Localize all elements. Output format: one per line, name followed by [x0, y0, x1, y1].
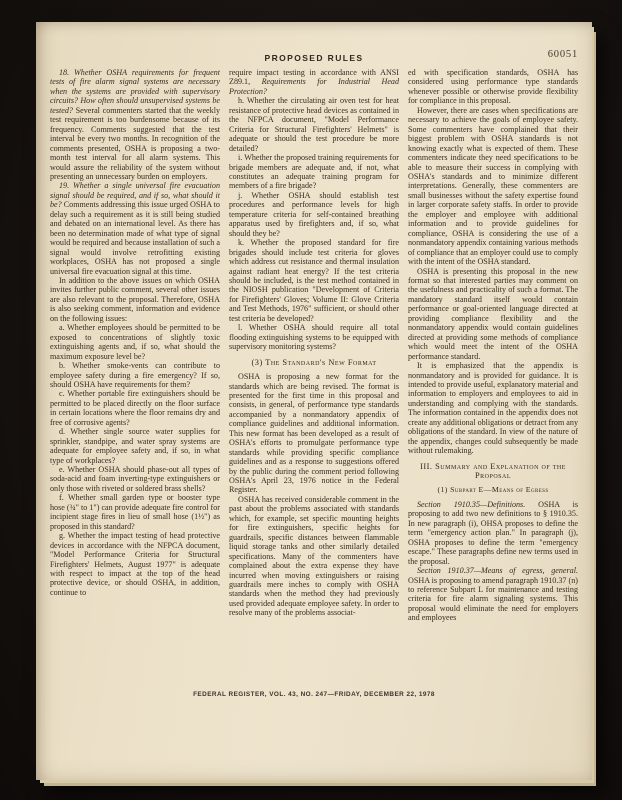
paragraph — [408, 68, 578, 106]
body-text: OSHA is presenting this proposal in the new format so that interested parties may comment on the usefulness and practicality of such a format. The mandatory standard itself would contain performance or goal-oriented language directed at providing compliance flexibility and the nonmandatory appendix would contain guidelines directed at providing some methods of compliance which would meet the intent of the OSHA performance standard. — [408, 266, 578, 361]
paragraph — [50, 276, 220, 323]
paragraph — [50, 361, 220, 389]
paragraph — [50, 531, 220, 597]
body-text: ed with specification standards, OSHA has considered using performance type standards whenever possible or otherwise provide flexibility for compliance in this proposal. — [408, 68, 578, 106]
page-number: 60051 — [547, 49, 578, 60]
body-text: c. Whether portable fire extinguishers should be permitted to be placed directly on the floor surface in certain locations where the floor remains dry and free of corrosive agents? — [50, 389, 220, 427]
body-text: h. Whether the circulating air oven test for heat resistance of protective head devices as contained in the NFPCA document, "Model Performance Criteria for Structural Firefighters' Helmets" is adequate or should the test procedure be more detailed? — [229, 96, 399, 153]
body-text: l. Whether OSHA should require all total flooding extinguishing systems to be equipped with supervisory monitoring systems? — [229, 323, 399, 352]
italic-text: Requirements for Industrial Head Protection? — [229, 77, 399, 96]
body-text: k. Whether the proposed standard for fire brigades should include test criteria for gloves which address cut resistance and thermal insulation against radiant heat energy? If the test criteria should be included, is the test method contained in the NIOSH publication "Development of Criteria for Firefighters' Gloves; Volume II: Glove Criteria and Test Methods, 1976" sufficient, or should other test criteria be developed? — [229, 238, 399, 323]
body-text: However, there are cases when specifications are necessary to achieve the goals of employee safety. Some commenters have complained that their biggest problem with OSHA standards is not knowing exactly what is expected of them. These commenters indicate they need specifications to be able to measure their success in complying with OSHA's standards and to minimize different interpretations. Generally, these commenters are small businesses without the safety expertise found in larger corporate safety staffs. In order to provide the employer and employee with additional information and to provide guidelines for compliance, OSHA is considering the use of a nonmandatory appendix containing various methods of compliance that an employer could use to comply with the intent of the OSHA standard. — [408, 105, 578, 267]
paragraph — [50, 427, 220, 465]
body-text: e. Whether OSHA should phase-out all types of soda-acid and foam inverting-type extinguishers or only those with riveted or soldered brass shells? — [50, 465, 220, 493]
body-text: OSHA has received considerable comment in the past about the problems associated with standards which, for example, set specific mounting heights for fire extinguishers, specific heights for guardrails, specific distances between flammable liquid storage tanks and other similarly detailed specifications. Many of the commenters have complained about the extra expense they have incurred when moving extinguishers or raising guardrails mere inches to comply with OSHA standards when the method they had previously used provided adequate employee safety. In order to resolve many of the problems associat- — [229, 494, 399, 618]
body-text: j. Whether OSHA should establish test procedures and performance levels for high temperature criteria for self-contained breathing apparatus used by firefighters and, if so, what should they be? — [229, 190, 399, 238]
body-text: III. Summary and Explanation of the Proposal — [420, 461, 566, 481]
body-text: b. Whether smoke-vents can contribute to employee safety during a fire emergency? If so, should OSHA have requirements for them? — [50, 361, 220, 389]
body-text: a. Whether employees should be permitted to be exposed to concentrations of slightly toxic extinguishing agents and, if so, what should the maximum exposure level be? — [50, 323, 220, 361]
body-text: Comments addressing this issue urged OSHA to delay such a requirement as it is still being studied and debated on an international level. As there has been no determination made of what type of signal would be required and because installation of such a signal would involve retrofitting existing workplaces, OSHA has not proposed a single universal fire evacuation signal at this time. — [50, 200, 220, 276]
paragraph — [229, 68, 399, 96]
section-heading — [408, 462, 578, 481]
italic-text: Section 1910.35—Definitions. — [417, 499, 539, 509]
body-text: It is emphasized that the appendix is nonmandatory and is provided for guidance. It is intended to provide useful, explanatory material and information to employers and employees to aid in understanding and complying with the standards. The information contained in the appendix does not create any additional obligations or detract from any obligations of the standard. In view of the nature of the appendix, changes could subsequently be made without rulemaking. — [408, 361, 578, 456]
text-column-1 — [50, 68, 220, 690]
paragraph — [408, 361, 578, 456]
body-text: g. Whether the impact testing of head protective devices in accordance with the NFPCA document, "Model Performance Criteria for Structural Firefighters' Helmets, August 1977" is adequate with respect to impact at the top of the head protective device, or should OSHA, in addition, continue to — [50, 531, 220, 597]
paragraph — [229, 495, 399, 618]
section-heading — [229, 358, 399, 367]
page-footer: FEDERAL REGISTER, VOL. 43, NO. 247—FRIDAY, DECEMBER 22, 1978 — [193, 691, 435, 698]
italic-text: Section 1910.37—Means of egress, general. — [417, 566, 578, 576]
article-columns — [50, 68, 578, 690]
body-text: OSHA is proposing a new format for the standards which are being revised. The format is presented for the first time in this proposal and consists, in general, of performance type standards accompanied by a nonmandatory appendix of compliance guidelines and additional information. This new format has been developed as a result of OSHA's efforts to promulgate performance type standards while providing specific compliance guidelines and as a response to suggestions offered by the public during the comment period following OSHA's April 23, 1976 notice in the Federal Register. — [229, 372, 399, 495]
body-text: require impact testing in accordance with ANSI Z89.1, — [229, 68, 399, 87]
subsection-heading — [408, 485, 578, 494]
text-column-3 — [408, 68, 578, 690]
body-text: (1) Subpart E—Means of Egress — [437, 485, 549, 495]
body-text: f. Whether small garden type or booster type hose (¾" to 1") can provide adequate fire control for incipient stage fires in lieu of small hose (1½") as proposed in this standard? — [50, 493, 220, 531]
document-page — [36, 22, 592, 780]
paragraph — [229, 238, 399, 323]
paragraph — [408, 106, 578, 267]
paragraph — [229, 191, 399, 238]
italic-text: 19. Whether a single universal fire evacuation signal should be required, and if so, what should it be? — [50, 181, 220, 210]
paragraph — [229, 153, 399, 191]
paragraph — [50, 181, 220, 276]
paragraph — [408, 566, 578, 623]
paragraph — [50, 465, 220, 493]
body-text: Several commenters started that the weekly test requirement is too burdensome because of its frequency. Comments suggested that the test interval be every two months. In recognition of the comments presented, OSHA is proposing a two-month test interval for all alarm systems. This would assure the reliability of the system without presenting an unnecessary burden on employers. — [50, 105, 220, 181]
paragraph — [408, 267, 578, 362]
paragraph — [229, 96, 399, 153]
paragraph — [408, 500, 578, 566]
paragraph — [50, 389, 220, 427]
paragraph — [50, 68, 220, 181]
italic-text: 18. Whether OSHA requirements for frequent tests of fire alarm signal systems are necessary when the systems are provided with supervisory circuits? How often should unsupervised systems be tested? — [50, 68, 220, 115]
body-text: i. Whether the proposed training requirements for brigade members are adequate and, if not, what constitutes an adequate training program for members of a fire brigade? — [229, 153, 399, 191]
body-text: (3) The Standard's New Format — [251, 357, 377, 367]
body-text: OSHA is proposing to add two new definitions to § 1910.35. In new paragraph (i), OHSA proposes to define the term "emergency action plan." In paragraph (j), OSHA proposes to define the term "emergency escape." These paragraphs define new terms used in the proposal. — [408, 499, 578, 566]
body-text: OSHA is proposing to amend paragraph 1910.37 (n) to reference Subpart L for maintenance and testing criteria for fire alarm signaling systems. This proposal would eliminate the need for employers and employees — [408, 575, 578, 623]
body-text: d. Whether single source water supplies for sprinkler, standpipe, and water spray systems are adequate for employee safety and, if so, in what type of workplaces? — [50, 427, 220, 465]
paragraph — [50, 493, 220, 531]
page-header-title: PROPOSED RULES — [264, 53, 364, 63]
paragraph — [229, 323, 399, 351]
body-text: In addition to the above issues on which OSHA invites further public comment, several other issues are also relevant to the proposal. Therefore, OSHA is also seeking comment, information and evidence on the following issues: — [50, 275, 220, 323]
paragraph — [50, 323, 220, 361]
text-column-2 — [229, 68, 399, 690]
paragraph — [229, 372, 399, 495]
